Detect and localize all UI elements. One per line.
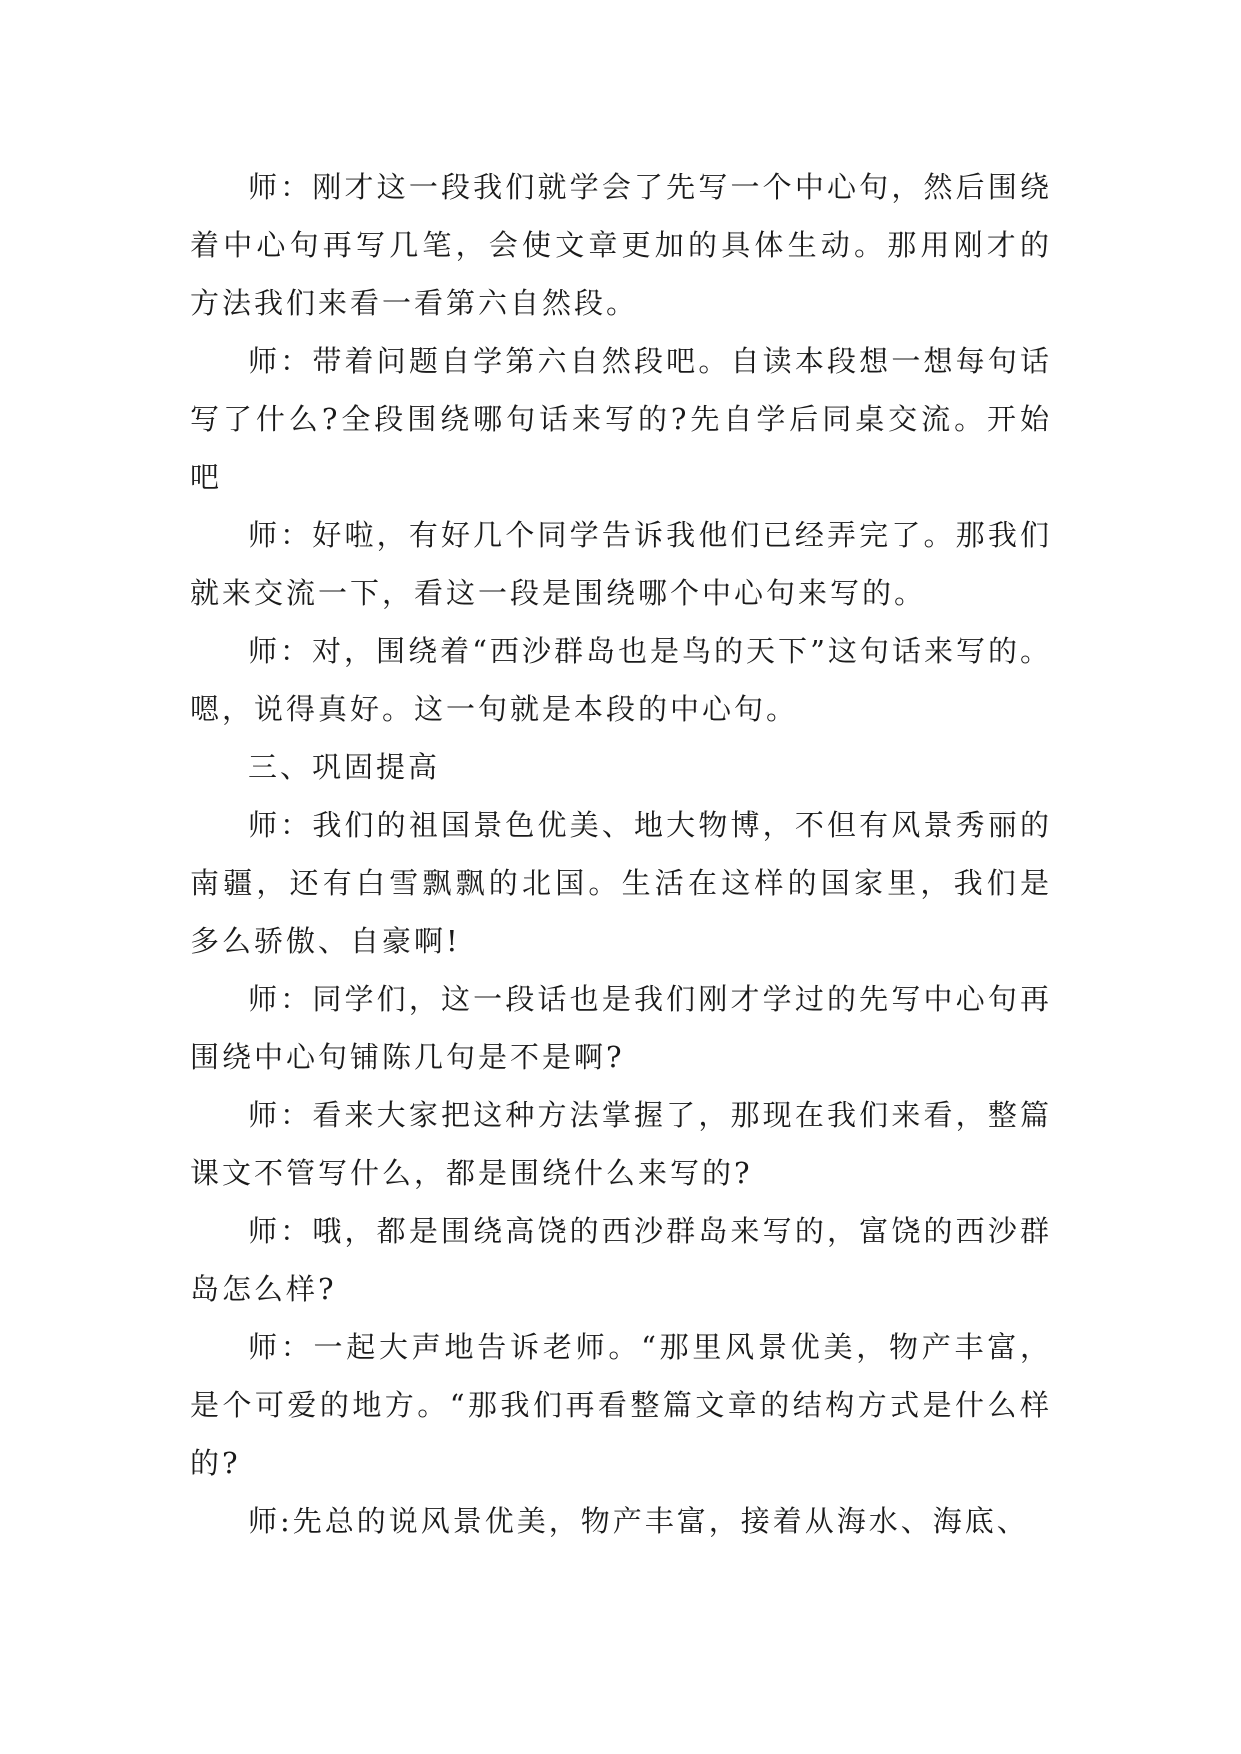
paragraph: 师:先总的说风景优美，物产丰富，接着从海水、海底、 — [248, 1504, 1029, 1538]
paragraph: 师：刚才这一段我们就学会了先写一个中心句，然后围绕着中心句再写几笔，会使文章更加的具体生动。那用刚才的方法我们来看一看第六自然段。 — [190, 170, 1052, 320]
paragraph: 师：哦，都是围绕高饶的西沙群岛来写的，富饶的西沙群岛怎么样? — [190, 1214, 1052, 1306]
paragraph: 师：好啦，有好几个同学告诉我他们已经弄完了。那我们就来交流一下，看这一段是围绕哪个中心句来写的。 — [190, 518, 1052, 610]
section-heading: 三、巩固提高 — [248, 750, 441, 784]
paragraph: 师：带着问题自学第六自然段吧。自读本段想一想每句话写了什么?全段围绕哪句话来写的?先自学后同桌交流。开始吧 — [190, 344, 1052, 494]
paragraph: 师：一起大声地告诉老师。“那里风景优美，物产丰富，是个可爱的地方。“那我们再看整篇文章的结构方式是什么样的? — [190, 1330, 1052, 1480]
paragraph: 师：同学们，这一段话也是我们刚才学过的先写中心句再围绕中心句铺陈几句是不是啊? — [190, 982, 1052, 1074]
paragraph: 师：看来大家把这种方法掌握了，那现在我们来看，整篇课文不管写什么，都是围绕什么来写的? — [190, 1098, 1052, 1190]
paragraph: 师：对，围绕着“西沙群岛也是鸟的天下”这句话来写的。嗯，说得真好。这一句就是本段的中心句。 — [190, 634, 1052, 726]
document-body — [190, 158, 1052, 1550]
paragraph: 师：我们的祖国景色优美、地大物博，不但有风景秀丽的南疆，还有白雪飘飘的北国。生活在这样的国家里，我们是多么骄傲、自豪啊! — [190, 808, 1052, 958]
